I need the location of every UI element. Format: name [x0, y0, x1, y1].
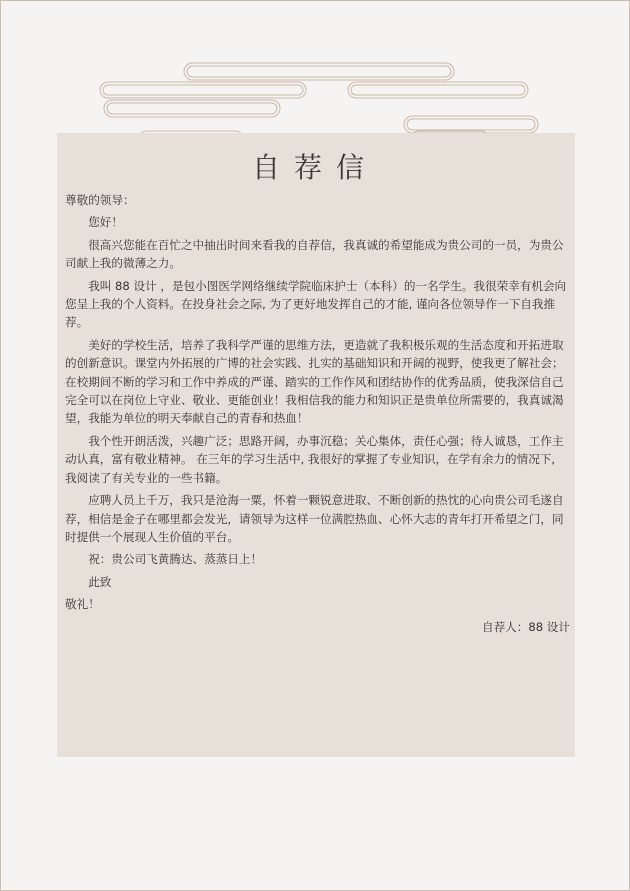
- cloud-line: [100, 82, 306, 98]
- paragraph: 很高兴您能在百忙之中抽出时间来看我的自荐信，我真诚的希望能成为贵公司的一员，为贵公司献上我的微薄之力。: [65, 237, 564, 271]
- cloud-line: [103, 85, 303, 95]
- cloud-line: [407, 119, 535, 130]
- wish: 祝：贵公司飞黄腾达、蒸蒸日上！: [88, 552, 263, 567]
- regards: 敬礼！: [65, 597, 100, 612]
- letter-body: [65, 191, 570, 640]
- signature: 自荐人：88 设计: [481, 619, 570, 634]
- closing: 此致: [88, 574, 112, 589]
- cloud-line: [187, 66, 451, 77]
- paragraph: 美好的学校生活，培养了我科学严谨的思维方法，更造就了我积极乐观的生活态度和开拓进取的创新意识。课堂内外拓展的广博的社会实践、扎实的基础知识和开阔的视野，使我更了解社会；在校期间不断的学习和工作中养成的严谨、踏实的工作作风和团结协作的优秀品质，使我深信自己完全可以在岗位上守业、敬业、更能创业！我相信我的能力和知识正是贵单位所需要的，我真诚渴望，我能为单位的明天奉献自己的青春和热血！: [65, 337, 564, 426]
- cloud-line: [107, 103, 277, 114]
- cloud-line: [351, 85, 525, 95]
- paragraph: 应聘人员上千万，我只是沧海一粟，怀着一颗锐意进取、不断创新的热忱的心向贵公司毛遂自荐，相信是金子在哪里都会发光，请领导为这样一位满腔热血、心怀大志的青年打开希望之门，同时提供一个展现人生价值的平台。: [65, 493, 564, 544]
- greeting: 您好！: [88, 215, 123, 230]
- paragraph: 我叫 88 设计 ，是包小图医学网络继续学院临床护士（本科）的一名学生。我很荣幸有机会向您呈上我的个人资料。在投身社会之际, 为了更好地发挥自己的才能, 谨向各位领导作一下自我推荐。: [65, 278, 567, 330]
- letter-title: 自荐信: [251, 151, 378, 184]
- paragraph: 我个性开朗活泼，兴趣广泛；思路开阔，办事沉稳；关心集体，责任心强；待人诚恳，工作主动认真，富有敬业精神。 在三年的学习生活中, 我很好的掌握了专业知识，在学有余力的情况下, 我阅读了有关专业的一些书籍。: [65, 433, 564, 485]
- cloud-line: [348, 82, 528, 98]
- salutation: 尊敬的领导：: [65, 193, 135, 207]
